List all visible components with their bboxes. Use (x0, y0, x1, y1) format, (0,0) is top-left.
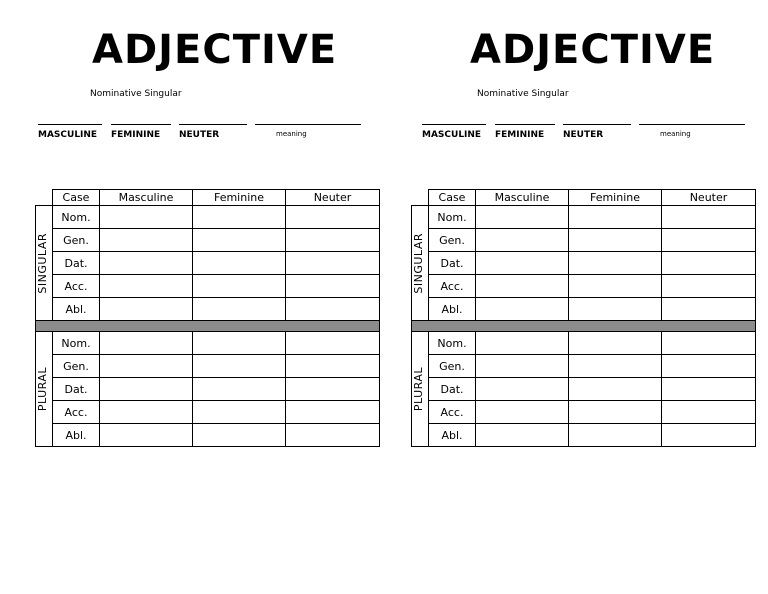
singular-row (36, 252, 380, 275)
answer-cell-feminine[interactable] (193, 401, 286, 424)
answer-cell-feminine[interactable] (193, 355, 286, 378)
column-header-neuter: Neuter (286, 190, 380, 206)
answer-cell-masculine[interactable] (100, 252, 193, 275)
worksheet-subtitle: Nominative Singular (90, 89, 182, 99)
answer-cell-masculine[interactable] (476, 332, 569, 355)
corner-cell (36, 190, 53, 206)
column-header-masculine: Masculine (100, 190, 193, 206)
singular-row (36, 206, 380, 229)
answer-cell-feminine[interactable] (193, 332, 286, 355)
number-divider (36, 321, 380, 332)
answer-cell-masculine[interactable] (100, 401, 193, 424)
column-header-masculine: Masculine (476, 190, 569, 206)
case-label: Abl. (429, 424, 476, 447)
feminine-blank[interactable] (111, 124, 171, 145)
table-header-row (36, 190, 380, 206)
case-label: Nom. (429, 206, 476, 229)
feminine-blank-label: FEMININE (111, 130, 161, 140)
singular-row (412, 229, 756, 252)
case-label: Acc. (53, 275, 100, 298)
corner-cell (412, 190, 429, 206)
answer-cell-feminine[interactable] (569, 229, 662, 252)
answer-cell-neuter[interactable] (662, 332, 756, 355)
answer-cell-feminine[interactable] (569, 424, 662, 447)
answer-cell-feminine[interactable] (193, 275, 286, 298)
plural-row (412, 401, 756, 424)
column-header-case: Case (53, 190, 100, 206)
plural-row (412, 378, 756, 401)
declension-table (411, 189, 756, 447)
case-label: Gen. (429, 355, 476, 378)
meaning-blank[interactable] (255, 124, 361, 145)
answer-cell-masculine[interactable] (476, 298, 569, 321)
plural-label: PLURAL (412, 366, 425, 412)
neuter-blank-label: NEUTER (179, 130, 220, 140)
answer-cell-feminine[interactable] (569, 275, 662, 298)
answer-cell-masculine[interactable] (100, 355, 193, 378)
meaning-blank[interactable] (639, 124, 745, 145)
case-label: Abl. (53, 298, 100, 321)
masculine-blank[interactable] (38, 124, 102, 145)
answer-cell-masculine[interactable] (100, 275, 193, 298)
feminine-blank-label: FEMININE (495, 130, 545, 140)
plural-row (36, 401, 380, 424)
answer-cell-neuter[interactable] (286, 275, 380, 298)
singular-row (36, 229, 380, 252)
meaning-blank-label: meaning (660, 130, 691, 138)
answer-cell-masculine[interactable] (100, 332, 193, 355)
answer-cell-masculine[interactable] (100, 229, 193, 252)
masculine-blank[interactable] (422, 124, 486, 145)
divider-bar (36, 321, 380, 332)
answer-cell-neuter[interactable] (662, 275, 756, 298)
divider-bar (412, 321, 756, 332)
answer-cell-feminine[interactable] (569, 332, 662, 355)
answer-cell-feminine[interactable] (569, 401, 662, 424)
answer-cell-neuter[interactable] (286, 424, 380, 447)
answer-cell-masculine[interactable] (476, 424, 569, 447)
neuter-blank-label: NEUTER (563, 130, 604, 140)
answer-cell-masculine[interactable] (100, 424, 193, 447)
case-label: Acc. (429, 275, 476, 298)
answer-cell-neuter[interactable] (662, 252, 756, 275)
answer-cell-feminine[interactable] (193, 378, 286, 401)
case-label: Dat. (53, 252, 100, 275)
column-header-neuter: Neuter (662, 190, 756, 206)
case-label: Acc. (53, 401, 100, 424)
answer-cell-neuter[interactable] (286, 355, 380, 378)
plural-row (36, 424, 380, 447)
answer-cell-neuter[interactable] (662, 378, 756, 401)
column-header-case: Case (429, 190, 476, 206)
answer-cell-neuter[interactable] (662, 298, 756, 321)
answer-cell-neuter[interactable] (286, 401, 380, 424)
case-label: Dat. (53, 378, 100, 401)
answer-cell-neuter[interactable] (286, 298, 380, 321)
plural-row (36, 378, 380, 401)
singular-label: SINGULAR (412, 232, 425, 294)
answer-cell-neuter[interactable] (286, 332, 380, 355)
answer-cell-masculine[interactable] (476, 252, 569, 275)
singular-row (412, 252, 756, 275)
answer-cell-masculine[interactable] (476, 206, 569, 229)
answer-cell-neuter[interactable] (286, 252, 380, 275)
answer-cell-masculine[interactable] (100, 298, 193, 321)
answer-cell-neuter[interactable] (662, 401, 756, 424)
case-label: Gen. (53, 229, 100, 252)
answer-cell-neuter[interactable] (662, 424, 756, 447)
plural-row (36, 332, 380, 355)
worksheet-title: ADJECTIVE (470, 27, 716, 73)
answer-cell-feminine[interactable] (569, 298, 662, 321)
singular-row (36, 298, 380, 321)
plural-side-cell (36, 332, 53, 447)
declension-table (35, 189, 380, 447)
answer-cell-feminine[interactable] (193, 424, 286, 447)
answer-cell-masculine[interactable] (100, 378, 193, 401)
singular-row (412, 298, 756, 321)
case-label: Nom. (53, 332, 100, 355)
worksheet-title: ADJECTIVE (92, 27, 338, 73)
answer-cell-feminine[interactable] (569, 206, 662, 229)
singular-label: SINGULAR (36, 232, 49, 294)
case-label: Dat. (429, 252, 476, 275)
worksheet-subtitle: Nominative Singular (477, 89, 569, 99)
plural-row (412, 424, 756, 447)
table-header-row (412, 190, 756, 206)
answer-cell-feminine[interactable] (569, 378, 662, 401)
neuter-blank[interactable] (563, 124, 631, 145)
answer-cell-neuter[interactable] (286, 378, 380, 401)
plural-label: PLURAL (36, 366, 49, 412)
answer-cell-masculine[interactable] (100, 206, 193, 229)
answer-cell-feminine[interactable] (193, 252, 286, 275)
answer-cell-masculine[interactable] (476, 275, 569, 298)
feminine-blank[interactable] (495, 124, 555, 145)
plural-row (412, 355, 756, 378)
number-divider (412, 321, 756, 332)
plural-side-cell (412, 332, 429, 447)
plural-row (36, 355, 380, 378)
case-label: Abl. (53, 424, 100, 447)
singular-row (36, 275, 380, 298)
case-label: Gen. (429, 229, 476, 252)
answer-cell-masculine[interactable] (476, 378, 569, 401)
neuter-blank[interactable] (179, 124, 247, 145)
case-label: Gen. (53, 355, 100, 378)
case-label: Acc. (429, 401, 476, 424)
worksheet-right (384, 0, 768, 594)
case-label: Nom. (53, 206, 100, 229)
answer-cell-feminine[interactable] (193, 229, 286, 252)
plural-row (412, 332, 756, 355)
answer-cell-neuter[interactable] (662, 355, 756, 378)
singular-side-cell (36, 206, 53, 321)
case-label: Abl. (429, 298, 476, 321)
singular-row (412, 275, 756, 298)
masculine-blank-label: MASCULINE (38, 130, 98, 140)
answer-cell-feminine[interactable] (193, 298, 286, 321)
column-header-feminine: Feminine (193, 190, 286, 206)
answer-cell-neuter[interactable] (286, 229, 380, 252)
answer-cell-feminine[interactable] (193, 206, 286, 229)
masculine-blank-label: MASCULINE (422, 130, 482, 140)
case-label: Nom. (429, 332, 476, 355)
singular-row (412, 206, 756, 229)
answer-cell-neuter[interactable] (662, 206, 756, 229)
meaning-blank-label: meaning (276, 130, 307, 138)
answer-cell-feminine[interactable] (569, 355, 662, 378)
case-label: Dat. (429, 378, 476, 401)
answer-cell-neuter[interactable] (662, 229, 756, 252)
answer-cell-masculine[interactable] (476, 401, 569, 424)
answer-cell-masculine[interactable] (476, 355, 569, 378)
answer-cell-feminine[interactable] (569, 252, 662, 275)
answer-cell-neuter[interactable] (286, 206, 380, 229)
column-header-feminine: Feminine (569, 190, 662, 206)
singular-side-cell (412, 206, 429, 321)
answer-cell-masculine[interactable] (476, 229, 569, 252)
